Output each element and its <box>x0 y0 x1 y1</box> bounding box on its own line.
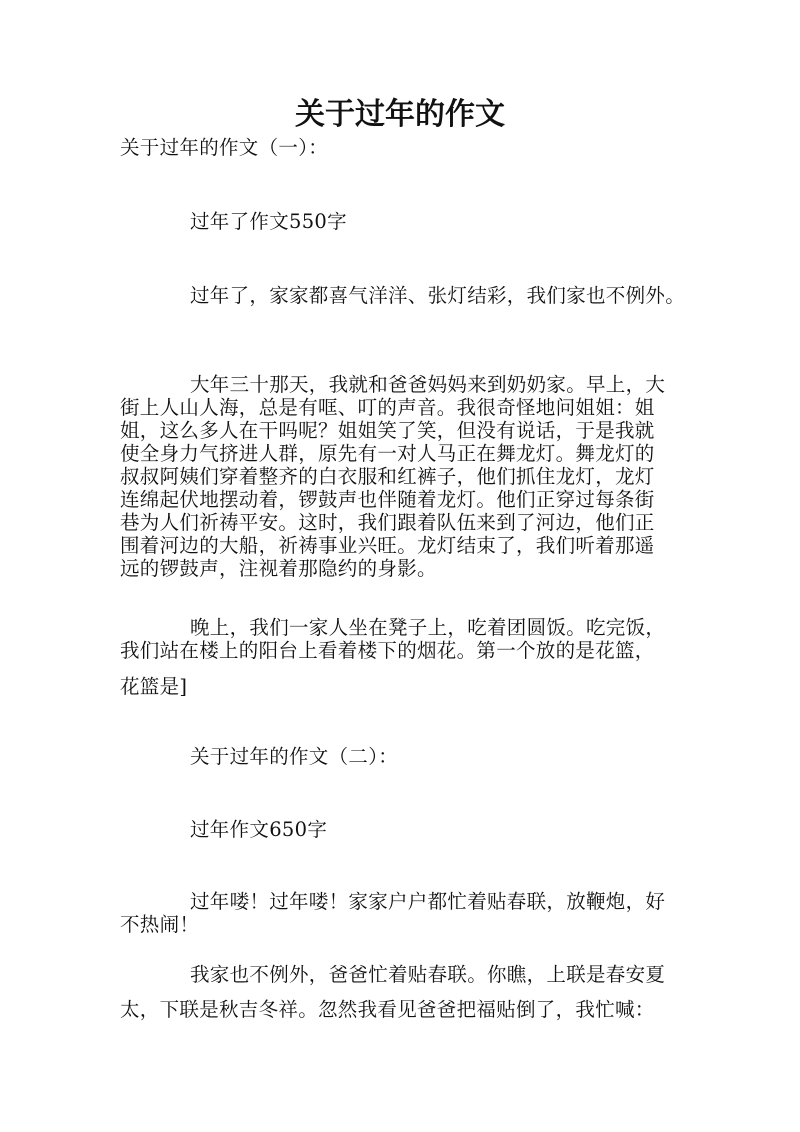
paragraph-line: 过年了，家家都喜气洋洋、张灯结彩，我们家也不例外。 <box>190 284 686 307</box>
section-heading: 关于过年的作文（一）： <box>120 136 329 159</box>
paragraph-line: 使全身力气挤进人群，原先有一对人马正在舞龙灯。舞龙灯的 <box>120 442 655 465</box>
paragraph-line: 不热闹！ <box>120 913 200 936</box>
paragraph-line: 花篮是] <box>120 675 188 698</box>
paragraph-line: 姐，这么多人在干吗呢？姐姐笑了笑，但没有说话，于是我就 <box>120 419 655 442</box>
paragraph-line: 大年三十那天，我就和爸爸妈妈来到奶奶家。早上，大 <box>190 373 666 396</box>
section-heading: 关于过年的作文（二）： <box>190 745 399 768</box>
paragraph-line: 连绵起伏地摆动着，锣鼓声也伴随着龙灯。他们正穿过每条街 <box>120 488 655 511</box>
paragraph-line: 过年喽！过年喽！家家户户都忙着贴春联，放鞭炮，好 <box>190 890 666 913</box>
paragraph-line: 巷为人们祈祷平安。这时，我们跟着队伍来到了河边，他们正 <box>120 511 655 534</box>
document-title: 关于过年的作文 <box>295 97 505 132</box>
paragraph-line: 太，下联是秋吉冬祥。忽然我看见爸爸把福贴倒了，我忙喊： <box>120 998 655 1021</box>
paragraph-line: 街上人山人海，总是有哐、叮的声音。我很奇怪地问姐姐：姐 <box>120 396 655 419</box>
subheading: 过年作文650字 <box>190 818 328 841</box>
subheading: 过年了作文550字 <box>190 210 347 233</box>
paragraph-line: 叔叔阿姨们穿着整齐的白衣服和红裤子，他们抓住龙灯，龙灯 <box>120 465 655 488</box>
paragraph-line: 远的锣鼓声，注视着那隐约的身影。 <box>120 557 437 580</box>
paragraph-line: 围着河边的大船，祈祷事业兴旺。龙灯结束了，我们听着那遥 <box>120 534 655 557</box>
paragraph-line: 我们站在楼上的阳台上看着楼下的烟花。第一个放的是花篮， <box>120 639 655 662</box>
paragraph-line: 晚上，我们一家人坐在凳子上，吃着团圆饭。吃完饭， <box>190 616 666 639</box>
paragraph-line: 我家也不例外，爸爸忙着贴春联。你瞧，上联是春安夏 <box>190 963 666 986</box>
